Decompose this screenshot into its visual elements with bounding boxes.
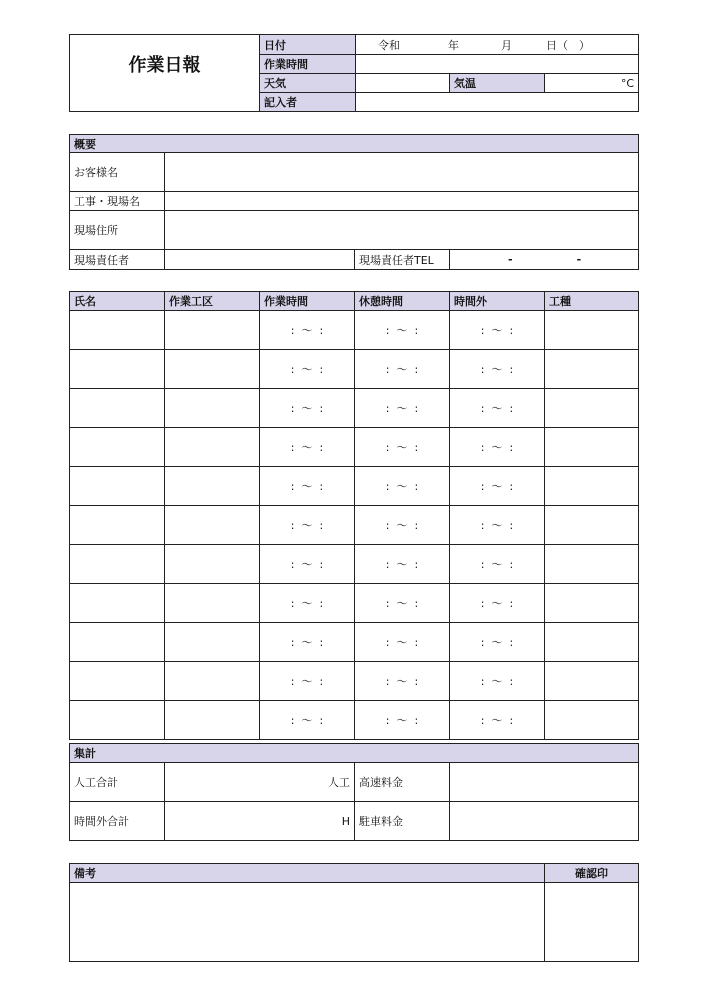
work-hours-label: 作業時間 — [260, 55, 356, 74]
weather-label: 天気 — [260, 74, 356, 93]
time-placeholder: : ～ : — [480, 597, 514, 610]
worker-type-field[interactable] — [545, 428, 639, 467]
worker-type-field[interactable] — [545, 623, 639, 662]
worker-work-time-field[interactable] — [260, 623, 355, 662]
worker-overtime-field[interactable] — [450, 428, 545, 467]
stamp-field[interactable] — [545, 883, 639, 962]
time-placeholder: : ～ : — [480, 675, 514, 688]
worker-overtime-field[interactable] — [450, 701, 545, 740]
worker-type-field[interactable] — [545, 584, 639, 623]
time-placeholder: : ～ : — [385, 636, 419, 649]
worker-work-time-field[interactable] — [260, 701, 355, 740]
time-placeholder: : ～ : — [385, 558, 419, 571]
worker-work-time-field[interactable] — [260, 350, 355, 389]
tel-separator-1: - — [508, 253, 513, 266]
worker-row — [70, 545, 639, 584]
site-address-label: 現場住所 — [70, 211, 165, 250]
header-table — [69, 34, 639, 112]
worker-work-time-field[interactable] — [260, 428, 355, 467]
site-manager-tel-label: 現場責任者TEL — [355, 250, 450, 270]
site-name-label: 工事・現場名 — [70, 192, 165, 211]
worker-row — [70, 467, 639, 506]
worker-name-field[interactable] — [70, 662, 165, 701]
time-placeholder: : ～ : — [385, 441, 419, 454]
customer-field[interactable] — [165, 153, 639, 192]
time-placeholder: : ～ : — [480, 441, 514, 454]
tel-separator-2: - — [576, 253, 582, 266]
overtime-total-label: 時間外合計 — [70, 802, 165, 841]
worker-type-field[interactable] — [545, 662, 639, 701]
worker-name-field[interactable] — [70, 467, 165, 506]
worker-break-time-field[interactable] — [355, 350, 450, 389]
worker-type-field[interactable] — [545, 467, 639, 506]
time-placeholder: : ～ : — [385, 480, 419, 493]
worker-area-field[interactable] — [165, 467, 260, 506]
worker-area-field[interactable] — [165, 623, 260, 662]
worker-work-time-field[interactable] — [260, 545, 355, 584]
date-label: 日付 — [260, 35, 356, 55]
worker-row — [70, 701, 639, 740]
temperature-field[interactable] — [545, 74, 639, 93]
time-placeholder: : ～ : — [290, 636, 324, 649]
parking-fee-field[interactable] — [450, 802, 639, 841]
time-placeholder: : ～ : — [290, 519, 324, 532]
worker-row — [70, 506, 639, 545]
overtime-total-field[interactable] — [165, 802, 355, 841]
worker-overtime-field[interactable] — [450, 311, 545, 350]
time-placeholder: : ～ : — [290, 363, 324, 376]
worker-break-time-field[interactable] — [355, 311, 450, 350]
totals-section-label: 集計 — [70, 744, 639, 763]
worker-area-field[interactable] — [165, 662, 260, 701]
worker-work-time-field[interactable] — [260, 389, 355, 428]
worker-break-time-field[interactable] — [355, 701, 450, 740]
worker-break-time-field[interactable] — [355, 467, 450, 506]
worker-area-field[interactable] — [165, 701, 260, 740]
worker-break-time-field[interactable] — [355, 506, 450, 545]
header-work-area: 作業工区 — [165, 292, 260, 311]
time-placeholder: : ～ : — [290, 480, 324, 493]
worker-area-field[interactable] — [165, 584, 260, 623]
time-placeholder: : ～ : — [385, 714, 419, 727]
worker-overtime-field[interactable] — [450, 467, 545, 506]
worker-overtime-field[interactable] — [450, 506, 545, 545]
worker-area-field[interactable] — [165, 389, 260, 428]
site-address-field[interactable] — [165, 211, 639, 250]
time-placeholder: : ～ : — [480, 324, 514, 337]
worker-break-time-field[interactable] — [355, 584, 450, 623]
report-title: 作業日報 — [128, 54, 201, 76]
time-placeholder: : ～ : — [385, 597, 419, 610]
time-placeholder: : ～ : — [385, 324, 419, 337]
worker-area-field[interactable] — [165, 545, 260, 584]
worker-break-time-field[interactable] — [355, 623, 450, 662]
reporter-label: 記入者 — [260, 93, 356, 112]
remarks-label: 備考 — [70, 864, 545, 883]
reporter-field[interactable] — [356, 93, 639, 112]
work-hours-field[interactable] — [356, 55, 639, 74]
time-placeholder: : ～ : — [290, 441, 324, 454]
time-placeholder: : ～ : — [385, 402, 419, 415]
worker-overtime-field[interactable] — [450, 623, 545, 662]
time-placeholder: : ～ : — [480, 519, 514, 532]
remarks-field[interactable] — [70, 883, 545, 962]
time-placeholder: : ～ : — [480, 558, 514, 571]
worker-type-field[interactable] — [545, 701, 639, 740]
time-placeholder: : ～ : — [290, 597, 324, 610]
date-day: 日（ ） — [546, 38, 590, 52]
totals-table — [69, 743, 639, 841]
worker-name-field[interactable] — [70, 623, 165, 662]
worker-work-time-field[interactable] — [260, 584, 355, 623]
worker-name-field[interactable] — [70, 506, 165, 545]
header-work-time: 作業時間 — [260, 292, 355, 311]
time-placeholder: : ～ : — [290, 324, 324, 337]
worker-overtime-field[interactable] — [450, 389, 545, 428]
worker-type-field[interactable] — [545, 389, 639, 428]
temperature-label: 気温 — [450, 74, 545, 93]
worker-row — [70, 662, 639, 701]
time-placeholder: : ～ : — [385, 363, 419, 376]
header-overtime: 時間外 — [450, 292, 545, 311]
worker-area-field[interactable] — [165, 428, 260, 467]
workers-table — [69, 291, 639, 740]
time-placeholder: : ～ : — [385, 519, 419, 532]
customer-label: お客様名 — [70, 153, 165, 192]
worker-break-time-field[interactable] — [355, 428, 450, 467]
worker-work-time-field[interactable] — [260, 506, 355, 545]
worker-row — [70, 623, 639, 662]
time-placeholder: : ～ : — [480, 363, 514, 376]
site-manager-field[interactable] — [165, 250, 355, 270]
worker-break-time-field[interactable] — [355, 389, 450, 428]
site-name-field[interactable] — [165, 192, 639, 211]
time-placeholder: : ～ : — [290, 714, 324, 727]
worker-overtime-field[interactable] — [450, 662, 545, 701]
overview-section-label: 概要 — [70, 135, 639, 153]
weather-field[interactable] — [356, 74, 450, 93]
time-placeholder: : ～ : — [480, 402, 514, 415]
worker-area-field[interactable] — [165, 350, 260, 389]
worker-type-field[interactable] — [545, 545, 639, 584]
worker-row — [70, 350, 639, 389]
worker-area-field[interactable] — [165, 506, 260, 545]
time-placeholder: : ～ : — [290, 675, 324, 688]
worker-break-time-field[interactable] — [355, 545, 450, 584]
title-spacer — [70, 93, 260, 112]
labor-total-label: 人工合計 — [70, 763, 165, 802]
worker-row — [70, 311, 639, 350]
worker-type-field[interactable] — [545, 311, 639, 350]
worker-overtime-field[interactable] — [450, 584, 545, 623]
header-break-time: 休憩時間 — [355, 292, 450, 311]
date-year: 年 — [448, 38, 459, 52]
worker-row — [70, 584, 639, 623]
overview-table — [69, 134, 639, 270]
worker-row — [70, 428, 639, 467]
worker-work-time-field[interactable] — [260, 311, 355, 350]
temperature-unit: °C — [620, 76, 635, 90]
worker-name-field[interactable] — [70, 350, 165, 389]
time-placeholder: : ～ : — [480, 480, 514, 493]
worker-name-field[interactable] — [70, 311, 165, 350]
site-manager-label: 現場責任者 — [70, 250, 165, 270]
highway-fee-field[interactable] — [450, 763, 639, 802]
worker-work-time-field[interactable] — [260, 662, 355, 701]
stamp-label: 確認印 — [545, 864, 639, 883]
date-field[interactable] — [356, 35, 639, 55]
worker-type-field[interactable] — [545, 350, 639, 389]
time-placeholder: : ～ : — [290, 558, 324, 571]
worker-overtime-field[interactable] — [450, 545, 545, 584]
worker-row — [70, 389, 639, 428]
labor-total-field[interactable] — [165, 763, 355, 802]
worker-break-time-field[interactable] — [355, 662, 450, 701]
worker-name-field[interactable] — [70, 701, 165, 740]
time-placeholder: : ～ : — [480, 714, 514, 727]
worker-name-field[interactable] — [70, 389, 165, 428]
time-placeholder: : ～ : — [480, 636, 514, 649]
highway-fee-label: 高速料金 — [355, 763, 450, 802]
workers-header-row — [70, 292, 639, 311]
worker-name-field[interactable] — [70, 428, 165, 467]
date-month: 月 — [501, 38, 512, 52]
overtime-unit: H — [341, 814, 350, 828]
time-placeholder: : ～ : — [385, 675, 419, 688]
report-title-cell — [70, 35, 260, 93]
worker-name-field[interactable] — [70, 545, 165, 584]
date-era: 令和 — [378, 38, 400, 52]
worker-work-time-field[interactable] — [260, 467, 355, 506]
worker-type-field[interactable] — [545, 506, 639, 545]
worker-area-field[interactable] — [165, 311, 260, 350]
labor-unit: 人工 — [328, 776, 350, 789]
worker-name-field[interactable] — [70, 584, 165, 623]
parking-fee-label: 駐車料金 — [355, 802, 450, 841]
remarks-table — [69, 863, 639, 962]
header-name: 氏名 — [70, 292, 165, 311]
worker-overtime-field[interactable] — [450, 350, 545, 389]
time-placeholder: : ～ : — [290, 402, 324, 415]
header-work-type: 工種 — [545, 292, 639, 311]
site-manager-tel-field[interactable] — [450, 250, 639, 270]
